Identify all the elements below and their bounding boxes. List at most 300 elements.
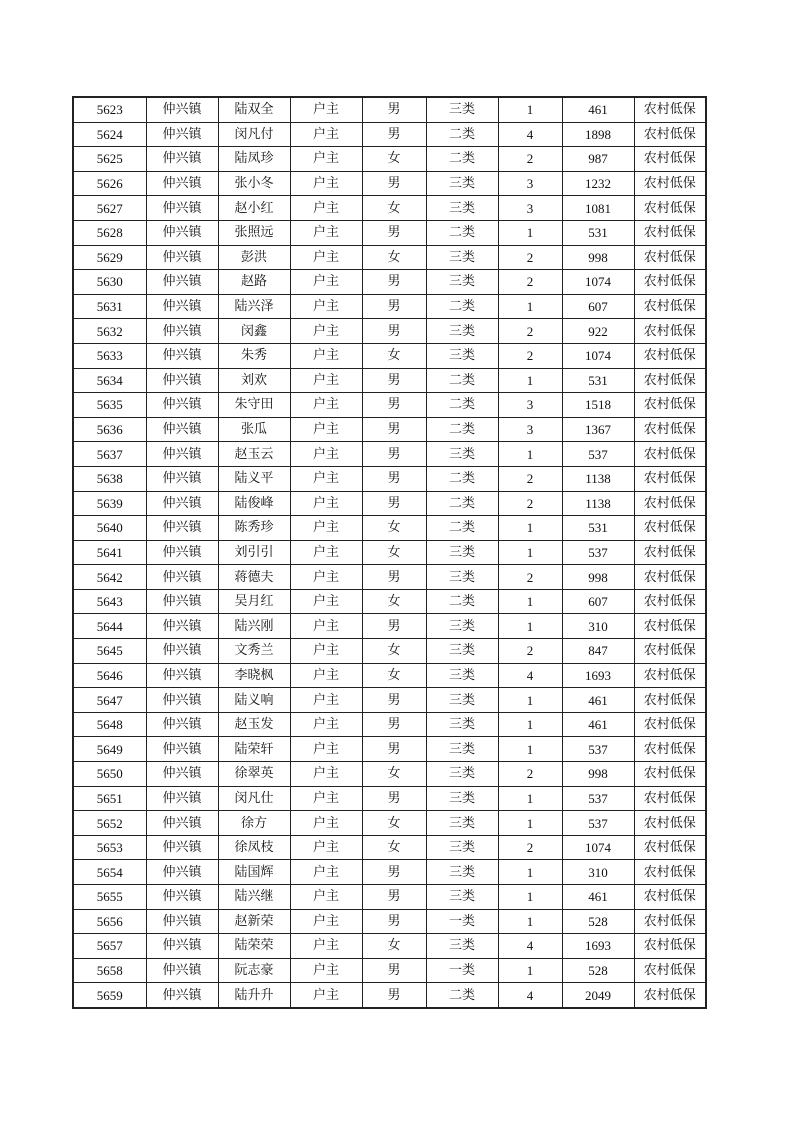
relation-cell: 户主	[290, 663, 362, 688]
gender-cell: 女	[362, 934, 426, 959]
town-cell: 仲兴镇	[146, 516, 218, 541]
relation-cell: 户主	[290, 540, 362, 565]
serial-number-cell: 5626	[73, 171, 146, 196]
gender-cell: 女	[362, 516, 426, 541]
town-cell: 仲兴镇	[146, 294, 218, 319]
household-size-cell: 1	[498, 540, 562, 565]
table-row	[73, 393, 706, 418]
category-cell: 二类	[426, 983, 498, 1008]
amount-cell: 537	[562, 540, 634, 565]
table-row	[73, 417, 706, 442]
gender-cell: 女	[362, 196, 426, 221]
serial-number-cell: 5644	[73, 614, 146, 639]
assistance-type-cell: 农村低保	[634, 663, 706, 688]
household-size-cell: 1	[498, 860, 562, 885]
table-row	[73, 97, 706, 122]
amount-cell: 537	[562, 811, 634, 836]
gender-cell: 男	[362, 294, 426, 319]
town-cell: 仲兴镇	[146, 196, 218, 221]
relation-cell: 户主	[290, 319, 362, 344]
assistance-type-cell: 农村低保	[634, 909, 706, 934]
table-row	[73, 368, 706, 393]
amount-cell: 1232	[562, 171, 634, 196]
household-size-cell: 1	[498, 516, 562, 541]
serial-number-cell: 5630	[73, 270, 146, 295]
table-row	[73, 319, 706, 344]
name-cell: 陆兴刚	[218, 614, 290, 639]
town-cell: 仲兴镇	[146, 663, 218, 688]
household-size-cell: 1	[498, 737, 562, 762]
relation-cell: 户主	[290, 368, 362, 393]
household-size-cell: 2	[498, 565, 562, 590]
category-cell: 三类	[426, 343, 498, 368]
relation-cell: 户主	[290, 220, 362, 245]
amount-cell: 1898	[562, 122, 634, 147]
household-size-cell: 3	[498, 417, 562, 442]
gender-cell: 男	[362, 712, 426, 737]
name-cell: 李晓枫	[218, 663, 290, 688]
gender-cell: 男	[362, 737, 426, 762]
category-cell: 三类	[426, 97, 498, 122]
name-cell: 刘欢	[218, 368, 290, 393]
category-cell: 三类	[426, 762, 498, 787]
name-cell: 陆兴继	[218, 885, 290, 910]
assistance-type-cell: 农村低保	[634, 220, 706, 245]
serial-number-cell: 5659	[73, 983, 146, 1008]
table-row	[73, 122, 706, 147]
assistance-type-cell: 农村低保	[634, 811, 706, 836]
household-size-cell: 2	[498, 639, 562, 664]
household-size-cell: 1	[498, 589, 562, 614]
category-cell: 三类	[426, 934, 498, 959]
serial-number-cell: 5645	[73, 639, 146, 664]
amount-cell: 1074	[562, 270, 634, 295]
category-cell: 三类	[426, 737, 498, 762]
relation-cell: 户主	[290, 983, 362, 1008]
relation-cell: 户主	[290, 835, 362, 860]
town-cell: 仲兴镇	[146, 171, 218, 196]
gender-cell: 男	[362, 885, 426, 910]
name-cell: 文秀兰	[218, 639, 290, 664]
gender-cell: 男	[362, 270, 426, 295]
household-size-cell: 1	[498, 885, 562, 910]
amount-cell: 537	[562, 737, 634, 762]
roster-body	[73, 97, 706, 1008]
table-row	[73, 786, 706, 811]
relation-cell: 户主	[290, 122, 362, 147]
category-cell: 二类	[426, 466, 498, 491]
household-size-cell: 1	[498, 368, 562, 393]
name-cell: 陆义平	[218, 466, 290, 491]
assistance-type-cell: 农村低保	[634, 294, 706, 319]
category-cell: 三类	[426, 442, 498, 467]
name-cell: 陈秀珍	[218, 516, 290, 541]
relation-cell: 户主	[290, 147, 362, 172]
name-cell: 刘引引	[218, 540, 290, 565]
household-size-cell: 4	[498, 663, 562, 688]
category-cell: 三类	[426, 614, 498, 639]
assistance-type-cell: 农村低保	[634, 368, 706, 393]
serial-number-cell: 5640	[73, 516, 146, 541]
assistance-type-cell: 农村低保	[634, 712, 706, 737]
town-cell: 仲兴镇	[146, 885, 218, 910]
relation-cell: 户主	[290, 516, 362, 541]
town-cell: 仲兴镇	[146, 860, 218, 885]
town-cell: 仲兴镇	[146, 491, 218, 516]
town-cell: 仲兴镇	[146, 614, 218, 639]
gender-cell: 男	[362, 688, 426, 713]
category-cell: 三类	[426, 786, 498, 811]
household-size-cell: 2	[498, 245, 562, 270]
amount-cell: 2049	[562, 983, 634, 1008]
amount-cell: 1138	[562, 466, 634, 491]
town-cell: 仲兴镇	[146, 343, 218, 368]
name-cell: 赵玉云	[218, 442, 290, 467]
gender-cell: 女	[362, 663, 426, 688]
relation-cell: 户主	[290, 491, 362, 516]
town-cell: 仲兴镇	[146, 540, 218, 565]
serial-number-cell: 5649	[73, 737, 146, 762]
serial-number-cell: 5642	[73, 565, 146, 590]
name-cell: 陆升升	[218, 983, 290, 1008]
assistance-type-cell: 农村低保	[634, 958, 706, 983]
assistance-type-cell: 农村低保	[634, 786, 706, 811]
household-size-cell: 2	[498, 319, 562, 344]
assistance-type-cell: 农村低保	[634, 196, 706, 221]
table-row	[73, 540, 706, 565]
assistance-type-cell: 农村低保	[634, 245, 706, 270]
assistance-type-cell: 农村低保	[634, 639, 706, 664]
amount-cell: 847	[562, 639, 634, 664]
category-cell: 三类	[426, 639, 498, 664]
serial-number-cell: 5657	[73, 934, 146, 959]
table-row	[73, 589, 706, 614]
town-cell: 仲兴镇	[146, 762, 218, 787]
serial-number-cell: 5643	[73, 589, 146, 614]
town-cell: 仲兴镇	[146, 835, 218, 860]
table-row	[73, 934, 706, 959]
household-size-cell: 1	[498, 786, 562, 811]
serial-number-cell: 5635	[73, 393, 146, 418]
town-cell: 仲兴镇	[146, 909, 218, 934]
amount-cell: 461	[562, 885, 634, 910]
gender-cell: 女	[362, 540, 426, 565]
relation-cell: 户主	[290, 466, 362, 491]
relation-cell: 户主	[290, 393, 362, 418]
gender-cell: 女	[362, 639, 426, 664]
household-size-cell: 1	[498, 220, 562, 245]
serial-number-cell: 5655	[73, 885, 146, 910]
amount-cell: 528	[562, 909, 634, 934]
name-cell: 吴月红	[218, 589, 290, 614]
serial-number-cell: 5654	[73, 860, 146, 885]
serial-number-cell: 5634	[73, 368, 146, 393]
relation-cell: 户主	[290, 811, 362, 836]
town-cell: 仲兴镇	[146, 393, 218, 418]
serial-number-cell: 5648	[73, 712, 146, 737]
household-size-cell: 2	[498, 491, 562, 516]
assistance-type-cell: 农村低保	[634, 122, 706, 147]
serial-number-cell: 5636	[73, 417, 146, 442]
amount-cell: 1693	[562, 934, 634, 959]
amount-cell: 1081	[562, 196, 634, 221]
assistance-type-cell: 农村低保	[634, 270, 706, 295]
relation-cell: 户主	[290, 860, 362, 885]
amount-cell: 531	[562, 220, 634, 245]
table-row	[73, 737, 706, 762]
name-cell: 朱守田	[218, 393, 290, 418]
category-cell: 二类	[426, 220, 498, 245]
gender-cell: 男	[362, 909, 426, 934]
relation-cell: 户主	[290, 712, 362, 737]
relation-cell: 户主	[290, 442, 362, 467]
serial-number-cell: 5624	[73, 122, 146, 147]
name-cell: 陆双全	[218, 97, 290, 122]
town-cell: 仲兴镇	[146, 639, 218, 664]
town-cell: 仲兴镇	[146, 319, 218, 344]
amount-cell: 531	[562, 368, 634, 393]
town-cell: 仲兴镇	[146, 712, 218, 737]
category-cell: 三类	[426, 245, 498, 270]
serial-number-cell: 5653	[73, 835, 146, 860]
serial-number-cell: 5623	[73, 97, 146, 122]
category-cell: 三类	[426, 540, 498, 565]
amount-cell: 607	[562, 294, 634, 319]
serial-number-cell: 5633	[73, 343, 146, 368]
amount-cell: 461	[562, 688, 634, 713]
name-cell: 闵凡付	[218, 122, 290, 147]
relation-cell: 户主	[290, 958, 362, 983]
amount-cell: 531	[562, 516, 634, 541]
name-cell: 赵新荣	[218, 909, 290, 934]
assistance-type-cell: 农村低保	[634, 983, 706, 1008]
town-cell: 仲兴镇	[146, 270, 218, 295]
table-row	[73, 565, 706, 590]
town-cell: 仲兴镇	[146, 417, 218, 442]
table-row	[73, 712, 706, 737]
category-cell: 二类	[426, 589, 498, 614]
serial-number-cell: 5631	[73, 294, 146, 319]
gender-cell: 女	[362, 147, 426, 172]
assistance-type-cell: 农村低保	[634, 417, 706, 442]
serial-number-cell: 5658	[73, 958, 146, 983]
relation-cell: 户主	[290, 417, 362, 442]
table-row	[73, 171, 706, 196]
town-cell: 仲兴镇	[146, 983, 218, 1008]
assistance-type-cell: 农村低保	[634, 565, 706, 590]
table-row	[73, 614, 706, 639]
household-size-cell: 2	[498, 466, 562, 491]
table-row	[73, 983, 706, 1008]
relation-cell: 户主	[290, 737, 362, 762]
town-cell: 仲兴镇	[146, 565, 218, 590]
assistance-type-cell: 农村低保	[634, 393, 706, 418]
household-size-cell: 1	[498, 712, 562, 737]
gender-cell: 男	[362, 171, 426, 196]
table-row	[73, 442, 706, 467]
assistance-type-cell: 农村低保	[634, 688, 706, 713]
serial-number-cell: 5628	[73, 220, 146, 245]
table-row	[73, 220, 706, 245]
gender-cell: 男	[362, 565, 426, 590]
relation-cell: 户主	[290, 245, 362, 270]
gender-cell: 男	[362, 491, 426, 516]
amount-cell: 987	[562, 147, 634, 172]
table-row	[73, 516, 706, 541]
gender-cell: 男	[362, 417, 426, 442]
category-cell: 三类	[426, 319, 498, 344]
category-cell: 三类	[426, 565, 498, 590]
table-row	[73, 885, 706, 910]
relation-cell: 户主	[290, 885, 362, 910]
serial-number-cell: 5641	[73, 540, 146, 565]
town-cell: 仲兴镇	[146, 934, 218, 959]
assistance-type-cell: 农村低保	[634, 540, 706, 565]
amount-cell: 528	[562, 958, 634, 983]
category-cell: 二类	[426, 368, 498, 393]
name-cell: 陆凤珍	[218, 147, 290, 172]
category-cell: 二类	[426, 491, 498, 516]
category-cell: 三类	[426, 171, 498, 196]
table-row	[73, 466, 706, 491]
relation-cell: 户主	[290, 196, 362, 221]
serial-number-cell: 5652	[73, 811, 146, 836]
amount-cell: 1074	[562, 835, 634, 860]
assistance-type-cell: 农村低保	[634, 319, 706, 344]
household-size-cell: 2	[498, 270, 562, 295]
table-row	[73, 147, 706, 172]
category-cell: 三类	[426, 835, 498, 860]
household-size-cell: 4	[498, 934, 562, 959]
amount-cell: 310	[562, 860, 634, 885]
name-cell: 陆兴泽	[218, 294, 290, 319]
amount-cell: 1138	[562, 491, 634, 516]
name-cell: 陆荣轩	[218, 737, 290, 762]
name-cell: 闵凡仕	[218, 786, 290, 811]
gender-cell: 女	[362, 762, 426, 787]
name-cell: 张照远	[218, 220, 290, 245]
amount-cell: 461	[562, 712, 634, 737]
name-cell: 蒋德夫	[218, 565, 290, 590]
table-row	[73, 270, 706, 295]
name-cell: 徐凤枝	[218, 835, 290, 860]
category-cell: 二类	[426, 393, 498, 418]
relation-cell: 户主	[290, 688, 362, 713]
amount-cell: 998	[562, 762, 634, 787]
relation-cell: 户主	[290, 786, 362, 811]
gender-cell: 女	[362, 343, 426, 368]
gender-cell: 男	[362, 220, 426, 245]
name-cell: 张瓜	[218, 417, 290, 442]
relation-cell: 户主	[290, 762, 362, 787]
assistance-type-cell: 农村低保	[634, 614, 706, 639]
town-cell: 仲兴镇	[146, 958, 218, 983]
table-row	[73, 762, 706, 787]
category-cell: 三类	[426, 270, 498, 295]
gender-cell: 女	[362, 835, 426, 860]
gender-cell: 男	[362, 860, 426, 885]
relation-cell: 户主	[290, 934, 362, 959]
household-size-cell: 2	[498, 762, 562, 787]
household-size-cell: 2	[498, 835, 562, 860]
assistance-type-cell: 农村低保	[634, 147, 706, 172]
gender-cell: 男	[362, 442, 426, 467]
category-cell: 二类	[426, 122, 498, 147]
household-size-cell: 3	[498, 393, 562, 418]
household-size-cell: 1	[498, 909, 562, 934]
household-size-cell: 1	[498, 811, 562, 836]
relation-cell: 户主	[290, 614, 362, 639]
category-cell: 三类	[426, 688, 498, 713]
table-row	[73, 639, 706, 664]
household-size-cell: 3	[498, 196, 562, 221]
assistance-type-cell: 农村低保	[634, 442, 706, 467]
household-size-cell: 2	[498, 147, 562, 172]
assistance-type-cell: 农村低保	[634, 97, 706, 122]
gender-cell: 男	[362, 466, 426, 491]
town-cell: 仲兴镇	[146, 589, 218, 614]
household-size-cell: 1	[498, 614, 562, 639]
town-cell: 仲兴镇	[146, 245, 218, 270]
serial-number-cell: 5651	[73, 786, 146, 811]
gender-cell: 男	[362, 122, 426, 147]
gender-cell: 男	[362, 614, 426, 639]
table-row	[73, 688, 706, 713]
gender-cell: 女	[362, 589, 426, 614]
serial-number-cell: 5629	[73, 245, 146, 270]
serial-number-cell: 5625	[73, 147, 146, 172]
gender-cell: 男	[362, 786, 426, 811]
table-row	[73, 835, 706, 860]
name-cell: 赵玉发	[218, 712, 290, 737]
category-cell: 一类	[426, 958, 498, 983]
table-row	[73, 491, 706, 516]
assistance-type-cell: 农村低保	[634, 491, 706, 516]
table-row	[73, 811, 706, 836]
name-cell: 彭洪	[218, 245, 290, 270]
household-size-cell: 4	[498, 983, 562, 1008]
name-cell: 徐翠英	[218, 762, 290, 787]
town-cell: 仲兴镇	[146, 368, 218, 393]
name-cell: 阮志豪	[218, 958, 290, 983]
town-cell: 仲兴镇	[146, 442, 218, 467]
town-cell: 仲兴镇	[146, 737, 218, 762]
serial-number-cell: 5639	[73, 491, 146, 516]
assistance-type-cell: 农村低保	[634, 171, 706, 196]
town-cell: 仲兴镇	[146, 466, 218, 491]
relation-cell: 户主	[290, 909, 362, 934]
assistance-type-cell: 农村低保	[634, 934, 706, 959]
name-cell: 陆国辉	[218, 860, 290, 885]
assistance-type-cell: 农村低保	[634, 885, 706, 910]
assistance-type-cell: 农村低保	[634, 860, 706, 885]
assistance-type-cell: 农村低保	[634, 343, 706, 368]
name-cell: 赵路	[218, 270, 290, 295]
category-cell: 三类	[426, 712, 498, 737]
gender-cell: 男	[362, 983, 426, 1008]
town-cell: 仲兴镇	[146, 811, 218, 836]
household-size-cell: 1	[498, 294, 562, 319]
town-cell: 仲兴镇	[146, 147, 218, 172]
town-cell: 仲兴镇	[146, 786, 218, 811]
serial-number-cell: 5646	[73, 663, 146, 688]
subsistence-roster-table	[72, 96, 707, 1009]
name-cell: 徐方	[218, 811, 290, 836]
amount-cell: 537	[562, 786, 634, 811]
town-cell: 仲兴镇	[146, 122, 218, 147]
amount-cell: 537	[562, 442, 634, 467]
category-cell: 三类	[426, 860, 498, 885]
